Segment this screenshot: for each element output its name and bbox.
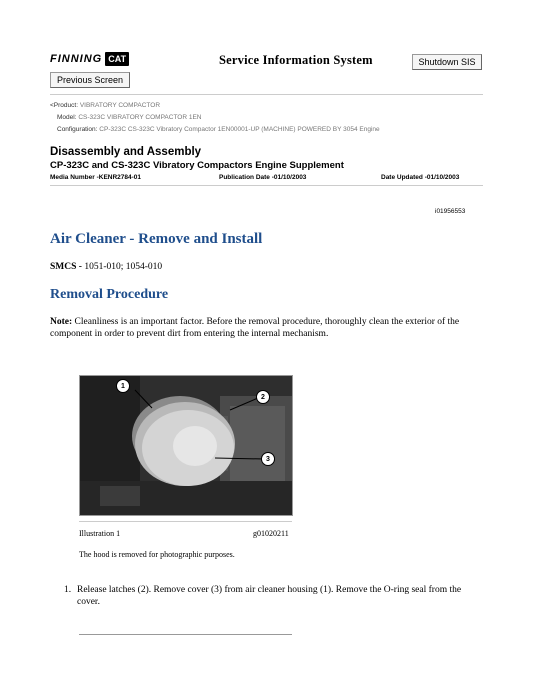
callout-2: 2 [256,390,270,404]
product-label: < [50,102,54,109]
smcs-line [50,262,162,274]
page-title: Air Cleaner - Remove and Install [50,231,263,247]
smcs-label: SMCS - [50,262,82,272]
step-number: 1. [64,585,72,595]
illustration-caption: The hood is removed for photographic purposes. [79,550,235,559]
previous-screen-button[interactable]: Previous Screen [50,72,130,88]
step-text: Release latches (2). Remove cover (3) from air cleaner housing (1). Remove the O-ring seal from the cover. [77,585,462,607]
document-subtitle: CP-323C and CS-323C Vibratory Compactors Engine Supplement [50,160,344,171]
model-line [57,114,202,121]
bottom-divider [79,634,292,635]
product-value: VIBRATORY COMPACTOR [79,102,161,109]
section-heading: Disassembly and Assembly [50,146,202,158]
product-label-text: Product: [53,102,79,109]
callout-1: 1 [116,379,130,393]
document-id: i01956553 [435,208,466,215]
cat-logo-badge: CAT [105,52,129,66]
illustration-id: g01020211 [253,529,289,538]
publication-date: Publication Date -01/10/2003 [219,174,307,181]
smcs-value: 1051-010; 1054-010 [84,262,163,272]
configuration-line [57,126,380,133]
illustration-photo [79,375,293,516]
illustration-label: Illustration 1 [79,529,121,538]
configuration-label: Configuration: [57,126,98,133]
note-label: Note: [50,317,73,327]
callout-3: 3 [261,452,275,466]
product-line [50,102,160,109]
app-title: Service Information System [219,53,373,67]
note-text: Cleanliness is an important factor. Before the removal procedure, thoroughly clean the exterior of the component in order to prevent dirt from entering the internal mechanism. [50,317,460,339]
configuration-value: CP-323C CS-323C Vibratory Compactor 1EN00001-UP (MACHINE) POWERED BY 3054 Engine [99,126,380,133]
header-divider [50,94,483,95]
figure-divider [79,521,292,522]
media-number: Media Number -KENR2784-01 [50,174,142,181]
meta-divider [50,185,483,186]
shutdown-sis-button[interactable]: Shutdown SIS [412,54,482,70]
finning-logo-text: FINNING [50,53,103,65]
note-paragraph [50,317,482,340]
procedure-heading: Removal Procedure [50,287,169,302]
model-label: Model: [57,114,77,121]
finning-cat-logo [50,50,129,68]
model-value: CS-323C VIBRATORY COMPACTOR 1EN [78,114,202,121]
date-updated: Date Updated -01/10/2003 [381,174,460,181]
